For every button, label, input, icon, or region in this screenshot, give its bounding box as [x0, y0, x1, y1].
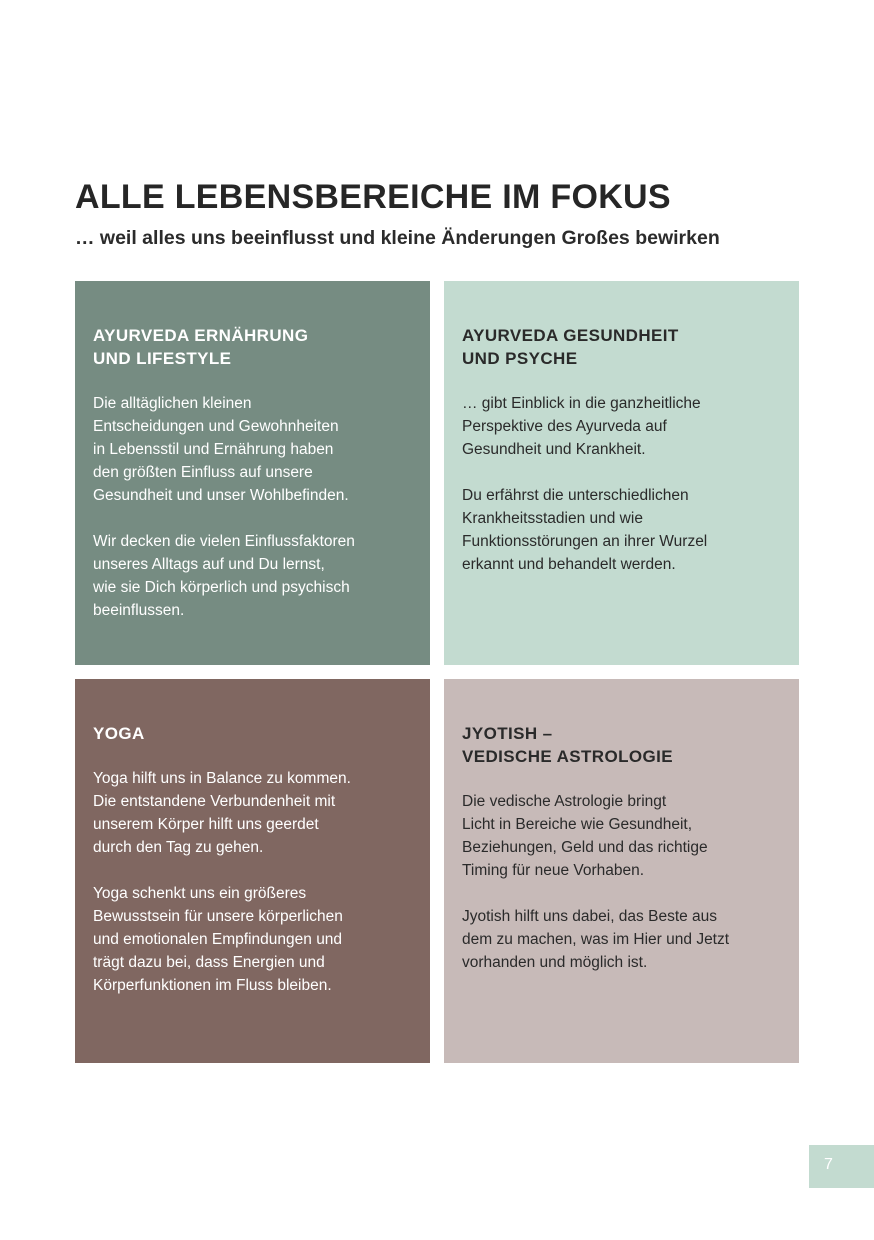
card-yoga [75, 679, 430, 1063]
card-paragraph: Du erfährst die unterschiedlichen Krankheitsstadien und wie Funktionsstörungen an ihrer Wurzel erkannt und behandelt werden. [462, 487, 708, 573]
card-title: AYURVEDA ERNÄHRUNG UND LIFESTYLE [93, 326, 309, 368]
card-ayurveda-gesundheit [444, 281, 799, 665]
card-paragraph: Yoga schenkt uns ein größeres Bewusstsein für unsere körperlichen und emotionalen Empfindungen und trägt dazu bei, dass Energien und Körperfunktionen im Fluss bleiben. [93, 885, 343, 994]
card-paragraph: Die vedische Astrologie bringt Licht in Bereiche wie Gesundheit, Beziehungen, Geld und das richtige Timing für neue Vorhaben. [462, 793, 708, 879]
card-ayurveda-ernaehrung [75, 281, 430, 665]
card-paragraph: Yoga hilft uns in Balance zu kommen. Die entstandene Verbundenheit mit unserem Körper hilft uns geerdet durch den Tag zu gehen. [93, 770, 351, 856]
card-paragraph: … gibt Einblick in die ganzheitliche Perspektive des Ayurveda auf Gesundheit und Krankheit. [462, 395, 701, 458]
card-title: YOGA [93, 724, 145, 743]
card-paragraph: Jyotish hilft uns dabei, das Beste aus dem zu machen, was im Hier und Jetzt vorhanden und möglich ist. [462, 908, 730, 971]
card-jyotish [444, 679, 799, 1063]
page-subtitle: … weil alles uns beeinflusst und kleine Änderungen Großes bewirken [75, 227, 720, 249]
card-paragraph: Wir decken die vielen Einflussfaktoren unseres Alltags auf und Du lernst, wie sie Dich körperlich und psychisch beeinflussen. [93, 533, 355, 619]
card-title: JYOTISH – VEDISCHE ASTROLOGIE [462, 724, 673, 766]
card-title: AYURVEDA GESUNDHEIT UND PSYCHE [462, 326, 679, 368]
page-number-box [809, 1145, 874, 1188]
card-paragraph: Die alltäglichen kleinen Entscheidungen und Gewohnheiten in Lebensstil und Ernährung haben den größten Einfluss auf unsere Gesundheit und unser Wohlbefinden. [93, 395, 349, 504]
page-title: ALLE LEBENSBEREICHE IM FOKUS [75, 178, 671, 216]
page-number: 7 [824, 1156, 833, 1173]
